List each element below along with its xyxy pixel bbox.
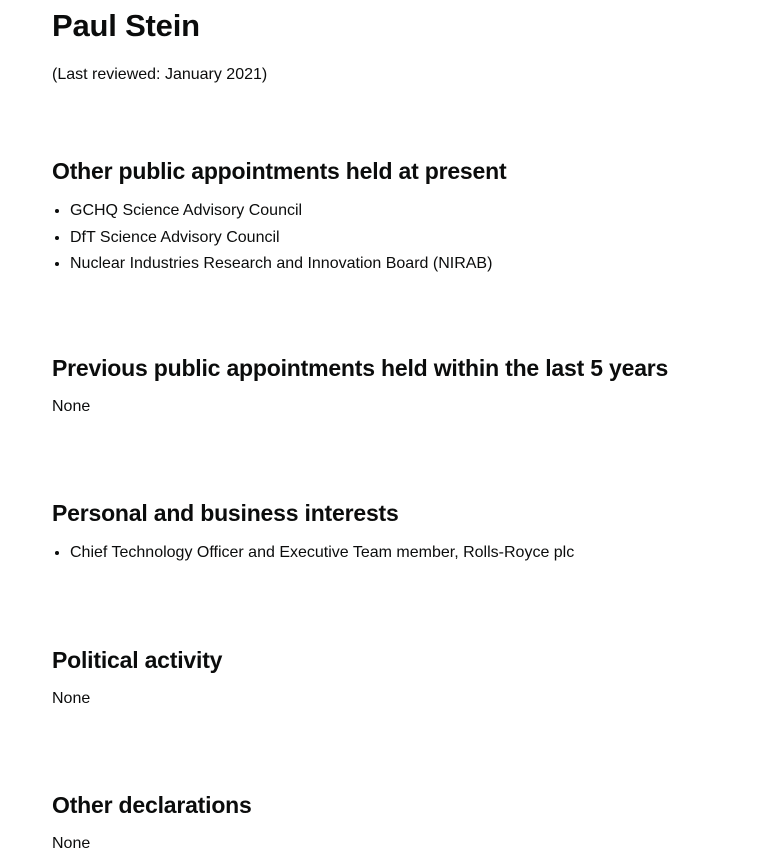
- appointments-list: [52, 198, 752, 278]
- list-item: • Nuclear Industries Research and Innovation Board (NIRAB): [70, 251, 752, 278]
- section-previous-appointments: [52, 353, 752, 419]
- section-heading: Other declarations: [52, 792, 252, 818]
- last-reviewed-note: (Last reviewed: January 2021): [52, 66, 268, 83]
- section-heading: Other public appointments held at present: [52, 158, 507, 184]
- list-item: • Chief Technology Officer and Executive Team member, Rolls-Royce plc: [70, 540, 752, 567]
- section-political-activity: [52, 645, 752, 711]
- section-personal-business-interests: [52, 498, 752, 567]
- section-text: None: [52, 690, 91, 707]
- section-other-declarations: [52, 790, 752, 856]
- section-heading: Personal and business interests: [52, 499, 399, 526]
- interests-list: [52, 540, 752, 567]
- page-title: Paul Stein: [52, 8, 200, 43]
- list-item: • DfT Science Advisory Council: [70, 225, 752, 252]
- section-current-appointments: [52, 156, 752, 278]
- section-heading: Political activity: [52, 647, 223, 673]
- main-content: [52, 0, 752, 856]
- section-text: None: [52, 835, 91, 852]
- list-item: • GCHQ Science Advisory Council: [70, 198, 752, 225]
- section-heading: Previous public appointments held within the last 5 years: [52, 354, 669, 381]
- section-text: None: [52, 397, 91, 415]
